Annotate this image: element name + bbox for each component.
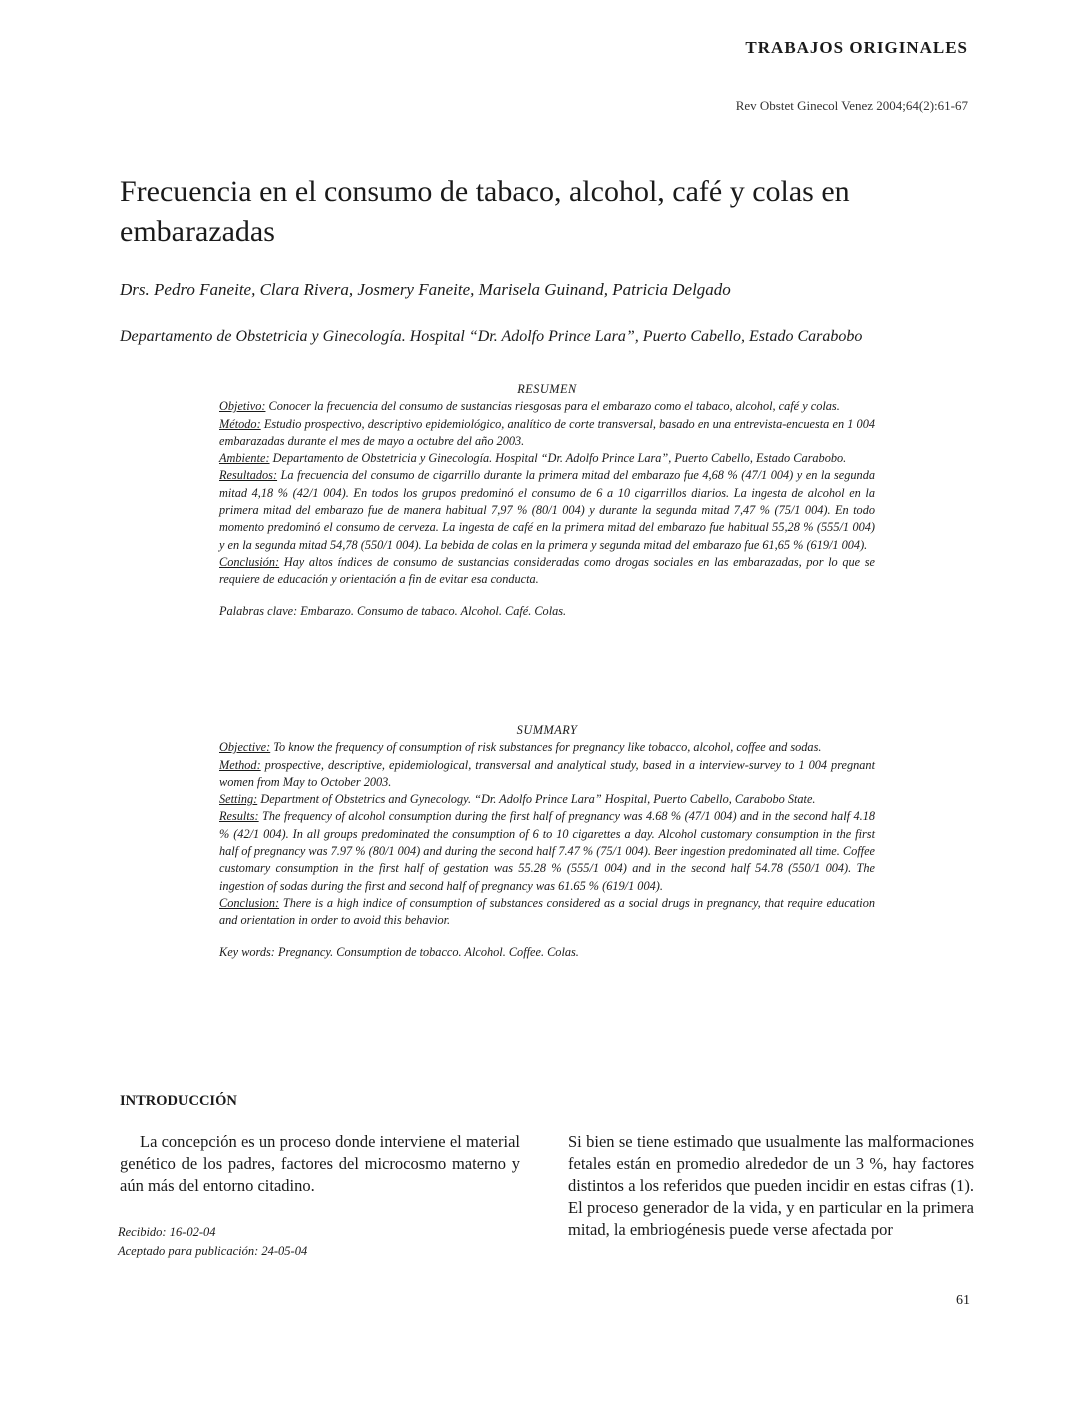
summary-setting	[219, 791, 875, 808]
article-title: Frecuencia en el consumo de tabaco, alcohol, café y colas en embarazadas	[120, 175, 850, 248]
section-tag: TRABAJOS ORIGINALES	[745, 38, 968, 57]
resumen-conclusion-label: Conclusión:	[219, 554, 280, 569]
resumen-metodo-label: Método:	[219, 416, 261, 431]
received-dates	[118, 1223, 307, 1261]
resumen-ambiente-label: Ambiente:	[219, 451, 270, 466]
summary-conclusion-text: There is a high indice of consumption of substances considered as a social drugs in pregnancy, that require education and orientation in order to avoid this behavior.	[219, 895, 875, 928]
summary-block	[219, 722, 875, 961]
resumen-resultados	[219, 467, 875, 553]
summary-setting-label: Setting:	[219, 792, 258, 807]
resumen-ambiente-text: Departamento de Obstetricia y Ginecología. Hospital “Dr. Adolfo Prince Lara”, Puerto Cabello, Estado Carabobo.	[269, 451, 847, 466]
intro-right-column: Si bien se tiene estimado que usualmente las malformaciones fetales están en promedio alrededor de un 3 %, hay factores distintos a los referidos que pueden incidir en estas cifras (1). El proceso generador de la vida, y en particular en la primera mitad, la embriogénesis puede verse afectada por	[568, 1132, 974, 1239]
resumen-resultados-label: Resultados:	[219, 468, 278, 483]
summary-results	[219, 808, 875, 894]
accepted-date: Aceptado para publicación: 24-05-04	[118, 1244, 308, 1258]
resumen-objetivo	[219, 398, 875, 415]
received-date: Recibido: 16-02-04	[118, 1225, 216, 1239]
resumen-ambiente	[219, 450, 875, 467]
resumen-block	[219, 381, 875, 620]
journal-citation: Rev Obstet Ginecol Venez 2004;64(2):61-67	[735, 98, 968, 113]
summary-keywords: Key words: Pregnancy. Consumption de tobacco. Alcohol. Coffee. Colas.	[219, 944, 579, 959]
summary-method-text: prospective, descriptive, epidemiological, transversal and analytical study, based in a interview-survey to 1 004 pregnant women from May to October 2003.	[219, 757, 875, 789]
resumen-objetivo-label: Objetivo:	[219, 399, 266, 414]
resumen-metodo-text: Estudio prospectivo, descriptivo epidemiológico, analítico de corte transversal, basado en una entrevista-encuesta en 1 004 embarazadas durante el mes de mayo a octubre del año 2003.	[219, 416, 875, 448]
intro-heading: INTRODUCCIÓN	[120, 1093, 237, 1109]
resumen-resultados-text: La frecuencia del consumo de cigarrillo durante la primera mitad del embarazo fue 4,68 % (47/1 004) y en la segunda mitad 4,18 % (42/1 004). En todos los grupos predominó el consumo de 6 a 10 cigarrillos diarios. La ingesta de alcohol en la primera mitad del embarazo fue de manera habitual 7,97 % (80/1 004) y durante la segunda mitad 7,47 % (75/1 004). En todo momento predominó el consumo de cerveza. La ingesta de café en la primera mitad del embarazo fue habitual 55,28 % (555/1 004) y en la segunda mitad 54,78 (550/1 004). La bebida de colas en la primera y segunda mitad del embarazo fue 61,65 % (619/1 004).	[219, 468, 875, 552]
summary-setting-text: Department of Obstetrics and Gynecology. “Dr. Adolfo Prince Lara” Hospital, Puerto Cabello, Carabobo State.	[257, 792, 816, 807]
article-affiliation: Departamento de Obstetricia y Ginecología. Hospital “Dr. Adolfo Prince Lara”, Puerto Cabello, Estado Carabobo	[120, 328, 863, 345]
summary-results-text: The frequency of alcohol consumption during the first half of pregnancy was 4.68 % (47/1 004) and in the second half 4.18 % (42/1 004). In all groups predominated the consumption of 6 to 10 cigarettes a day. Alcohol customary consumption in the first half of pregnancy was 7.97 % (80/1 004) and during the second half 7.47 % (75/1 004). Beer ingestion predominated all time. Coffee customary consumption in the first half of gestation was 55.28 % (555/1 004) and in the second half 54.78 (550/1 004). The ingestion of sodas during the first and second half of pregnancy was 61.65 % (619/1 004).	[219, 809, 875, 893]
summary-heading: SUMMARY	[516, 723, 578, 737]
summary-objective	[219, 739, 875, 756]
resumen-conclusion-text: Hay altos índices de consumo de sustancias consideradas como drogas sociales en las embarazadas, por lo que se requiere de educación y orientación a fin de evitar esa conducta.	[219, 554, 875, 587]
intro-left-column: La concepción es un proceso donde interviene el material genético de los padres, factores del microcosmo materno y aún más del entorno citadino.	[120, 1132, 520, 1195]
resumen-keywords: Palabras clave: Embarazo. Consumo de tabaco. Alcohol. Café. Colas.	[219, 603, 567, 618]
summary-objective-text: To know the frequency of consumption of risk substances for pregnancy like tobacco, alcohol, coffee and sodas.	[270, 740, 822, 755]
summary-method	[219, 757, 875, 792]
resumen-conclusion	[219, 554, 875, 589]
resumen-heading: RESUMEN	[517, 382, 577, 396]
summary-conclusion-label: Conclusion:	[219, 895, 280, 910]
article-authors: Drs. Pedro Faneite, Clara Rivera, Josmery Faneite, Marisela Guinand, Patricia Delgado	[120, 280, 731, 299]
resumen-objetivo-text: Conocer la frecuencia del consumo de sustancias riesgosas para el embarazo como el tabaco, alcohol, café y colas.	[265, 399, 840, 414]
page-number: 61	[956, 1293, 970, 1308]
resumen-metodo	[219, 416, 875, 451]
summary-objective-label: Objective:	[219, 740, 271, 755]
summary-results-label: Results:	[219, 809, 259, 824]
summary-conclusion	[219, 895, 875, 930]
summary-method-label: Method:	[219, 757, 261, 772]
